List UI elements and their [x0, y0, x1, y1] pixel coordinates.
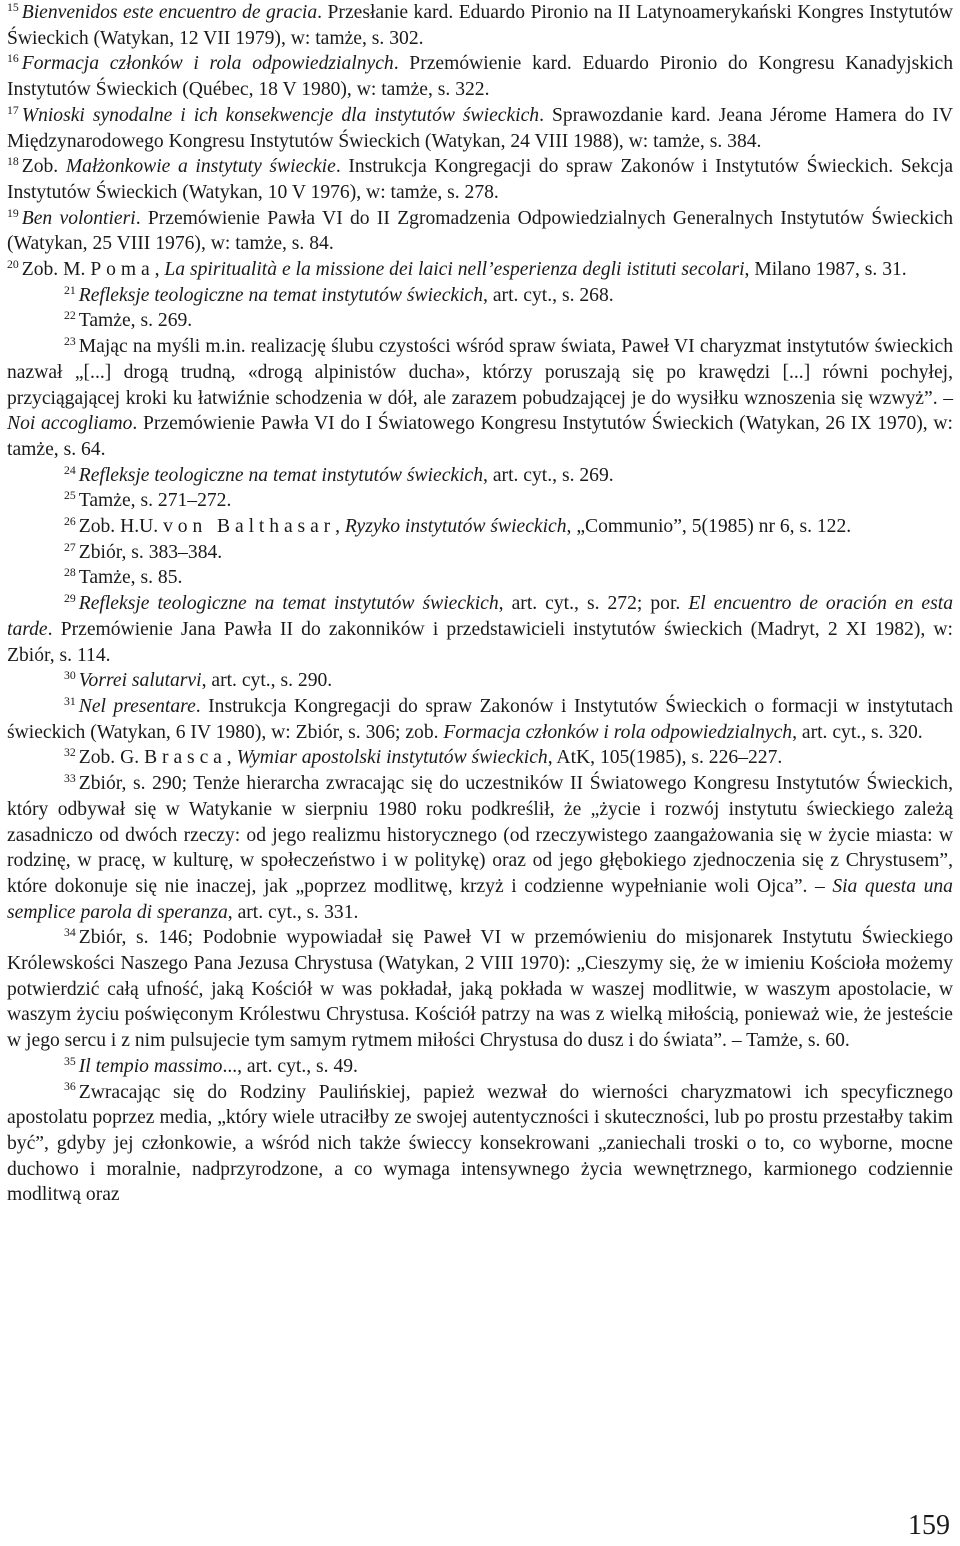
italic-title: Małżonkowie a instytuty świeckie — [65, 156, 336, 178]
footnote-number: 23 — [64, 335, 76, 349]
footnote-number: 35 — [64, 1054, 76, 1068]
footnote-33 — [7, 771, 953, 925]
footnote-text: ..., art. cyt., s. 49. — [222, 1055, 358, 1077]
footnote-text: . Instrukcja Kongregacji do spraw Zakonów i Instytutów Świeckich. Sekcja Instytutów Świeckich (Watykan, 10 V 1976), w: tamże, s. 278. — [7, 156, 954, 203]
footnote-17 — [7, 103, 953, 154]
footnote-35 — [7, 1054, 953, 1080]
italic-title: Vorrei salutarvi — [78, 670, 202, 692]
footnote-text: . Sprawozdanie kard. Jeana Jérome Hamera do IV Międzynarodowego Kongresu Instytutów Świeckich (Watykan, 24 VIII 1988), w: tamże, s. 384. — [7, 104, 953, 152]
footnote-text: , art. cyt., s. 269. — [483, 464, 614, 486]
page-number: 159 — [908, 1510, 950, 1541]
footnote-text: , „Communio”, 5(1985) nr 6, s. 122. — [566, 516, 852, 538]
footnote-text: Tamże, s. 85. — [78, 567, 183, 589]
footnote-15 — [7, 0, 953, 51]
italic-title: Refleksje teologiczne na temat instytutów świeckich — [78, 284, 484, 306]
footnotes-section — [7, 0, 953, 1208]
footnote-text: . Przemówienie Jana Pawła II do zakonników i przedstawicieli instytutów świeckich (Madryt, 2 XI 1982), w: Zbiór, s. 114. — [7, 618, 953, 666]
footnote-text: Zbiór, s. 383–384. — [78, 541, 223, 563]
italic-title: La spiritualità e la missione dei laici nell’esperienza degli istituti secolari — [164, 259, 745, 281]
footnote-31 — [7, 694, 953, 745]
footnote-text: , art. cyt., s. 331. — [227, 901, 359, 923]
footnote-25 — [7, 488, 953, 514]
italic-title: Nel presentare — [78, 695, 196, 717]
footnote-number: 21 — [64, 283, 76, 297]
footnote-text: . Instrukcja Kongregacji do spraw Zakonów i Instytutów Świeckich o formacji w instytutach świeckich (Watykan, 6 IV 1980), w: Zbiór, s. 306; zob. — [7, 695, 954, 743]
footnote-text: , art. cyt., s. 320. — [792, 721, 923, 743]
footnote-27 — [7, 540, 953, 566]
footnote-30 — [7, 668, 953, 694]
footnote-24 — [7, 463, 953, 489]
footnote-32 — [7, 745, 953, 771]
footnote-number: 36 — [64, 1080, 76, 1094]
footnote-number: 31 — [64, 694, 76, 708]
footnote-34 — [7, 925, 953, 1054]
footnote-22 — [7, 308, 953, 334]
footnote-number: 17 — [7, 103, 19, 117]
footnote-text: . Przemówienie kard. Eduardo Pironio do Kongresu Kanadyjskich Instytutów Świeckich (Québec, 18 V 1980), w: tamże, s. 322. — [7, 53, 953, 101]
footnote-text: . Przemówienie Pawła VI do I Światowego Kongresu Instytutów Świeckich (Watykan, 26 IX 1970), w: tamże, s. 64. — [7, 413, 953, 460]
footnote-text: , art. cyt., s. 272; por. — [498, 593, 689, 615]
footnote-23 — [7, 334, 953, 463]
footnote-number: 19 — [7, 206, 19, 220]
footnote-number: 22 — [64, 309, 76, 323]
footnote-text: . Przesłanie kard. Eduardo Pironio na II Latynoamerykański Kongres Instytutów Świeckich (Watykan, 12 VII 1979), w: tamże, s. 302. — [7, 2, 954, 49]
footnote-number: 29 — [64, 592, 76, 606]
footnote-text: Zwracając się do Rodziny Paulińskiej, papież wezwał do wierności charyzmatowi ich specyficznego apostolatu poprzez media, „który wiele utraciłby ze swojej autentyczności i skuteczności, lub po prostu przestałby takim być”, gdyby jej członkowie, a wśród nich także świeccy konsekrowani „zaniechali troski o to, co wyborne, mocne duchowo i moralnie, nadprzyrodzone, a co wymaga intensywnego życia wewnętrznego, karmionego codziennie modlitwą oraz — [7, 1081, 953, 1206]
footnote-number: 16 — [7, 52, 19, 66]
footnote-number: 33 — [64, 772, 76, 786]
footnote-number: 20 — [7, 257, 19, 271]
italic-title: Formacja członków i rola odpowiedzialnych — [21, 53, 394, 75]
italic-title: Formacja członków i rola odpowiedzialnych — [443, 721, 793, 743]
author-name: Brasca — [144, 747, 227, 769]
italic-title: Ryzyko instytutów świeckich — [344, 516, 567, 538]
italic-title: Noi accogliamo — [7, 413, 133, 435]
footnote-21 — [7, 283, 953, 309]
author-name: von Balthasar — [163, 516, 336, 538]
footnote-text: Tamże, s. 269. — [78, 310, 193, 332]
footnote-number: 28 — [64, 566, 76, 580]
footnote-16 — [7, 51, 953, 102]
footnote-text: , — [154, 259, 165, 281]
footnote-28 — [7, 565, 953, 591]
footnote-text: , AtK, 105(1985), s. 226–227. — [547, 747, 783, 769]
footnote-number: 30 — [64, 669, 76, 683]
footnote-text: Zbiór, s. 290; Tenże hierarcha zwracając się do uczestników II Światowego Kongresu Instytutów Świeckich, który odbywał się w Watykanie w sierpniu 1980 roku podkreślił, że „życie i rozwój instytutu świeckiego zależą zasadniczo od dwóch rzeczy: od jego realizmu historycznego (od rzeczywistego zaangażowania się w życie miasta: w rodzinę, w pracę, w kulturę, w społeczeństwo i w politykę) oraz od jego głębokiego zjednoczenia się z Chrystusem”, które dokonuje się nie inaczej, jak „poprzez modlitwę, krzyż i codzienne wypełnianie woli Ojca”. – — [7, 773, 953, 897]
footnote-text: , art. cyt., s. 268. — [483, 284, 614, 306]
italic-title: Bienvenidos este encuentro de gracia — [21, 2, 318, 23]
footnote-text: Zob. H.U. — [78, 516, 164, 538]
footnote-number: 18 — [7, 155, 19, 169]
italic-title: Refleksje teologiczne na temat instytutów świeckich — [78, 593, 499, 615]
footnote-number: 24 — [64, 463, 76, 477]
footnote-number: 15 — [7, 0, 19, 14]
italic-title: Wymiar apostolski instytutów świeckich — [236, 747, 548, 769]
footnote-text: Tamże, s. 271–272. — [78, 490, 232, 512]
italic-title: Ben volontieri — [21, 207, 136, 229]
footnote-text: Zbiór, s. 146; Podobnie wypowiadał się Paweł VI w przemówieniu do misjonarek Instytutu Świeckiego Królewskości Naszego Pana Jezusa Chrystusa (Watykan, 2 VIII 1970): „Cieszymy się, że w imieniu Kościoła możemy potwierdzić całą ufność, jaką Kościół w was pokładał, jaką pokłada w waszej modlitwie, w waszym apostolacie, w waszym życiu poświęconym Królestwu Chrystusa. Kościół patrzy na was z wielką miłością, ponieważ wie, że jesteście w jego sercu i z nim pulsujecie tym samym rytmem miłości Chrystusa do dusz i do świata”. – Tamże, s. 60. — [7, 927, 953, 1052]
footnote-text: , art. cyt., s. 290. — [201, 670, 333, 692]
footnote-number: 34 — [64, 926, 76, 940]
footnote-text: . Przemówienie Pawła VI do II Zgromadzenia Odpowiedzialnych Generalnych Instytutów Świeckich (Watykan, 25 VIII 1976), w: tamże, s. 84. — [7, 207, 953, 255]
footnote-36 — [7, 1080, 953, 1209]
author-name: Poma — [90, 259, 155, 281]
footnote-number: 26 — [64, 515, 76, 529]
footnote-text: , — [335, 516, 345, 538]
footnote-text: Mając na myśli m.in. realizację ślubu czystości wśród spraw świata, Paweł VI charyzmat instytutów świeckich nazwał „[...] drogą trudną, «drogą alpinistów ducha», którzy poruszają się po krawędzi [...] równi pochyłej, przyciągającej kroki ku łatwiźnie schodzenia w dół, ale zarazem pobudzającej je do wysiłku wznoszenia się wzwyż”. – — [7, 336, 953, 409]
italic-title: Refleksje teologiczne na temat instytutów świeckich — [78, 464, 484, 486]
footnote-number: 27 — [64, 540, 76, 554]
italic-title: Il tempio massimo — [78, 1055, 223, 1077]
footnote-number: 32 — [64, 746, 76, 760]
footnote-number: 25 — [64, 489, 76, 503]
footnote-text: Zob. M. — [21, 259, 91, 281]
footnote-29 — [7, 591, 953, 668]
footnote-text: Zob. G. — [78, 747, 145, 769]
italic-title: El encuentro de oración en esta tarde — [7, 593, 953, 640]
footnote-19 — [7, 206, 953, 257]
footnote-18 — [7, 154, 953, 205]
italic-title: Wnioski synodalne i ich konsekwencje dla instytutów świeckich — [21, 104, 540, 126]
italic-title: Sia questa una semplice parola di speranza — [7, 875, 953, 923]
footnote-26 — [7, 514, 953, 540]
footnote-text: Zob. — [21, 156, 66, 178]
footnote-20 — [7, 257, 953, 283]
footnote-text: , Milano 1987, s. 31. — [744, 259, 907, 281]
footnote-text: , — [226, 747, 237, 769]
